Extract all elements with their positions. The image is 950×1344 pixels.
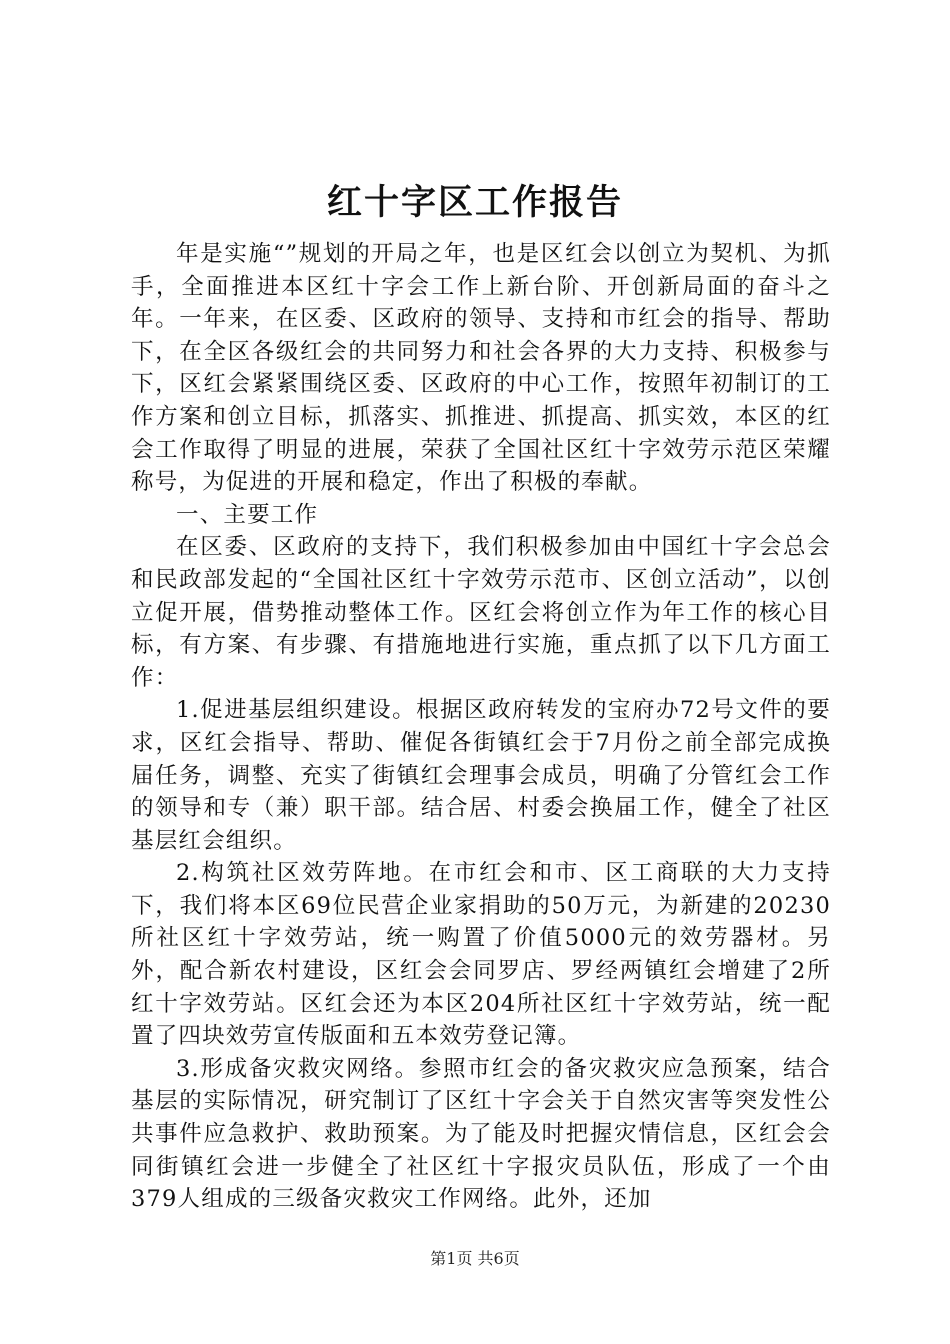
item-paragraph-3: 3.形成备灾救灾网络。参照市红会的备灾救灾应急预案，结合基层的实际情况，研究制订了区红十字会关于自然灾害等突发性公共事件应急救护、救助预案。为了能及时把握灾情信息，区红会会同街镇红会进一步健全了社区红十字报灾员队伍，形成了一个由379人组成的三级备灾救灾工作网络。此外，还加 [131,1055,831,1213]
intro-paragraph: 年是实施“”规划的开局之年，也是区红会以创立为契机、为抓手，全面推进本区红十字会工作上新台阶、开创新局面的奋斗之年。一年来，在区委、区政府的领导、支持和市红会的指导、帮助下，在全区各级红会的共同努力和社会各界的大力支持、积极参与下，区红会紧紧围绕区委、区政府的中心工作，按照年初制订的工作方案和创立目标，抓落实、抓推进、抓提高、抓实效，本区的红会工作取得了明显的进展，荣获了全国社区红十字效劳示范区荣耀称号，为促进的开展和稳定，作出了积极的奉献。 [131,241,831,496]
page-footer: 第1页 共6页 [430,1249,520,1268]
item-paragraph-1: 1.促进基层组织建设。根据区政府转发的宝府办72号文件的要求，区红会指导、帮助、催促各街镇红会于7月份之前全部完成换届任务，调整、充实了街镇红会理事会成员，明确了分管红会工作的领导和专（兼）职干部。结合居、村委会换届工作，健全了社区基层红会组织。 [131,697,831,854]
section-intro-paragraph: 在区委、区政府的支持下，我们积极参加由中国红十字会总会和民政部发起的“全国社区红十字效劳示范市、区创立活动”，以创立促开展，借势推动整体工作。区红会将创立作为年工作的核心目标，有方案、有步骤、有措施地进行实施，重点抓了以下几方面工作： [131,534,831,691]
document-body [131,238,831,1216]
document-title: 红十字区工作报告 [326,182,623,223]
section-heading-main-work: 一、主要工作 [176,501,319,528]
item-paragraph-2: 2.构筑社区效劳阵地。在市红会和市、区工商联的大力支持下，我们将本区69位民营企业家捐助的50万元，为新建的20230所社区红十字效劳站，统一购置了价值5000元的效劳器材。另外，配合新农村建设，区红会会同罗店、罗经两镇红会增建了2所红十字效劳站。区红会还为本区204所社区红十字效劳站，统一配置了四块效劳宣传版面和五本效劳登记簿。 [131,860,831,1050]
